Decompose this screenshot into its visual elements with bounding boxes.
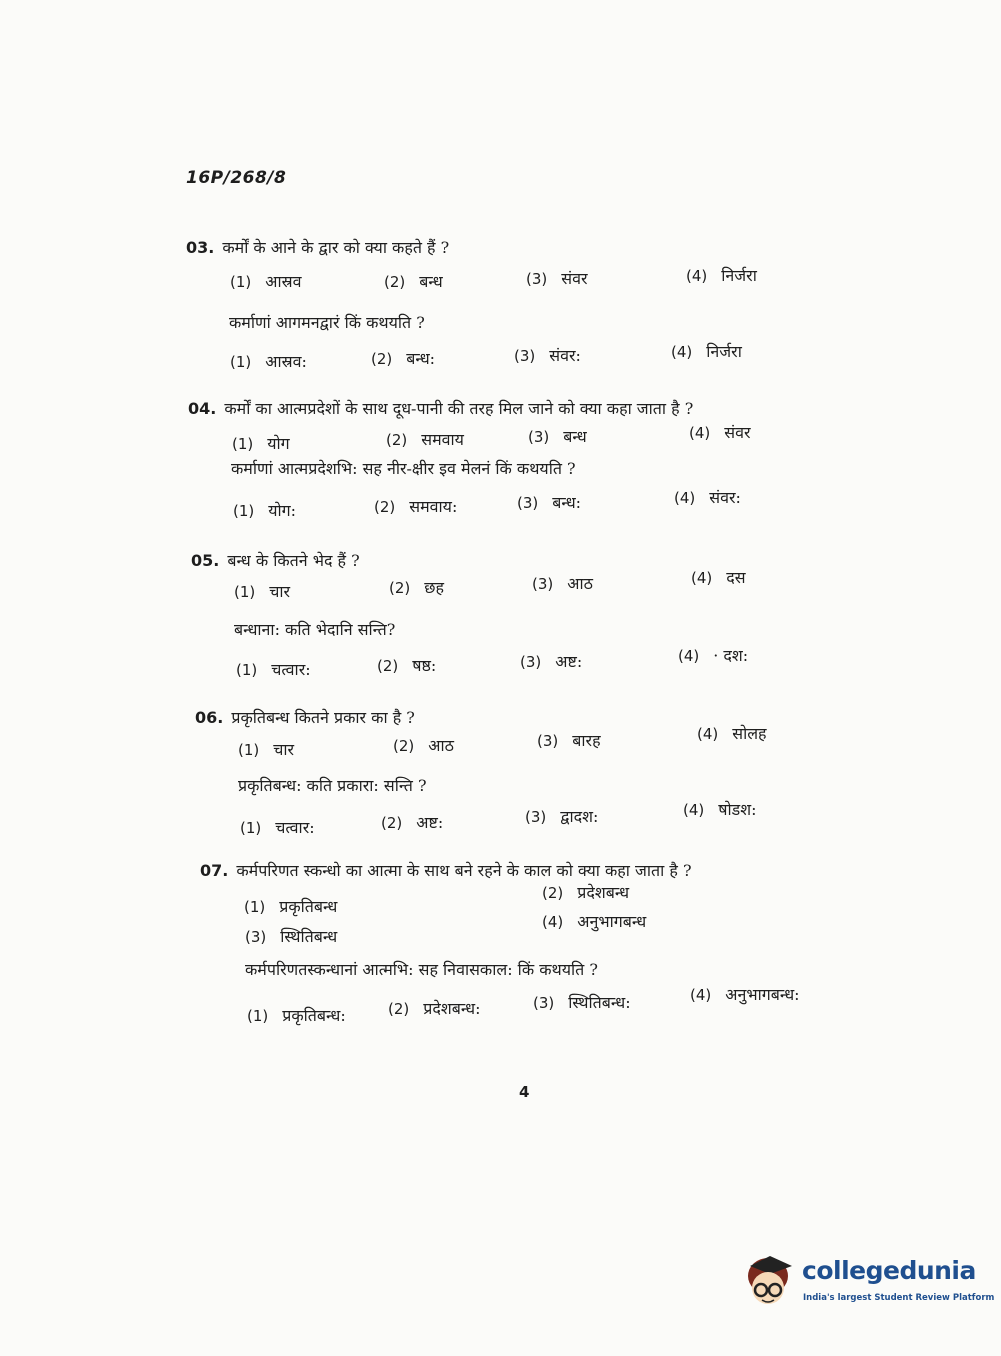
hindi-option-2: (2) बन्ध [384, 272, 443, 291]
question-number: 06. [195, 708, 224, 727]
hindi-option-1: (1) चार [238, 740, 295, 759]
hindi-option-2: (2) समवाय [386, 430, 464, 449]
page-number: 4 [519, 1083, 530, 1101]
hindi-option-1: (1) आस्रव [230, 272, 302, 291]
question-hindi-text: कर्मों का आत्मप्रदेशों के साथ दूध-पानी की तरह मिल जाने को क्या कहा जाता है ? [224, 399, 694, 418]
sanskrit-option-4: (4) अनुभागबन्ध: [690, 985, 800, 1004]
question-hindi-line [186, 236, 449, 258]
sanskrit-option-3: (3) संवर: [514, 346, 581, 365]
question-hindi-line [188, 397, 693, 419]
hindi-option-3: (3) स्थितिबन्ध [245, 927, 338, 946]
sanskrit-option-4: (4) षोडश: [683, 800, 757, 819]
question-number: 04. [188, 399, 217, 418]
sanskrit-option-4: (4) · दश: [678, 646, 749, 665]
sanskrit-option-2: (2) प्रदेशबन्ध: [388, 999, 481, 1018]
question-sanskrit-text: कर्माणां आत्मप्रदेशभि: सह नीर-क्षीर इव मेलनं किं कथयति ? [231, 459, 576, 478]
sanskrit-option-4: (4) निर्जरा [671, 342, 742, 361]
question-hindi-line [191, 549, 360, 571]
sanskrit-option-3: (3) अष्ट: [520, 652, 583, 671]
sanskrit-option-1: (1) प्रकृतिबन्ध: [247, 1006, 346, 1025]
hindi-option-1: (1) योग [232, 434, 290, 453]
mascot-icon [740, 1252, 802, 1316]
question-number: 03. [186, 238, 215, 257]
sanskrit-option-3: (3) स्थितिबन्ध: [533, 993, 631, 1012]
sanskrit-option-2: (2) बन्ध: [371, 349, 436, 368]
hindi-option-3: (3) बारह [537, 731, 601, 750]
sanskrit-option-3: (3) बन्ध: [517, 493, 582, 512]
hindi-option-4: (4) दस [691, 568, 746, 587]
question-number: 05. [191, 551, 220, 570]
hindi-option-3: (3) आठ [532, 574, 593, 593]
hindi-option-1: (1) प्रकृतिबन्ध [244, 897, 338, 916]
brand-name: collegedunia [802, 1256, 976, 1285]
question-hindi-text: बन्ध के कितने भेद हैं ? [227, 551, 360, 570]
hindi-option-3: (3) बन्ध [528, 427, 587, 446]
brand-tagline: India's largest Student Review Platform [803, 1293, 995, 1303]
question-sanskrit-text: बन्धाना: कति भेदानि सन्ति? [234, 620, 396, 639]
hindi-option-4: (4) सोलह [697, 724, 767, 743]
sanskrit-option-1: (1) चत्वार: [236, 660, 311, 679]
paper-code: 16P/268/8 [186, 168, 287, 188]
question-number: 07. [200, 861, 229, 880]
sanskrit-option-2: (2) षष्ठ: [377, 656, 437, 675]
sanskrit-option-1: (1) चत्वार: [240, 818, 315, 837]
sanskrit-option-4: (4) संवर: [674, 488, 741, 507]
hindi-option-2: (2) आठ [393, 736, 454, 755]
question-hindi-text: कर्मपरिणत स्कन्धो का आत्मा के साथ बने रहने के काल को क्या कहा जाता है ? [236, 861, 692, 880]
question-hindi-line [200, 859, 692, 881]
hindi-option-2: (2) छह [389, 578, 444, 597]
sanskrit-option-3: (3) द्वादश: [525, 807, 599, 826]
hindi-option-3: (3) संवर [526, 269, 588, 288]
question-hindi-text: प्रकृतिबन्ध कितने प्रकार का है ? [231, 708, 415, 727]
sanskrit-option-1: (1) आस्रव: [230, 352, 307, 371]
hindi-option-1: (1) चार [234, 582, 291, 601]
sanskrit-option-2: (2) समवाय: [374, 497, 458, 516]
hindi-option-4: (4) निर्जरा [686, 266, 757, 285]
collegedunia-watermark [740, 1252, 995, 1316]
question-sanskrit-text: कर्माणां आगमनद्वारं किं कथयति ? [229, 313, 425, 332]
question-sanskrit-text: प्रकृतिबन्ध: कति प्रकारा: सन्ति ? [238, 776, 427, 795]
hindi-option-4: (4) अनुभागबन्ध [542, 912, 647, 931]
sanskrit-option-1: (1) योग: [233, 501, 297, 520]
hindi-option-2: (2) प्रदेशबन्ध [542, 883, 630, 902]
question-sanskrit-text: कर्मपरिणतस्कन्धानां आत्मभि: सह निवासकाल: किं कथयति ? [245, 960, 598, 979]
question-hindi-text: कर्मों के आने के द्वार को क्या कहते हैं ? [222, 238, 450, 257]
hindi-option-4: (4) संवर [689, 423, 751, 442]
question-hindi-line [195, 706, 415, 728]
sanskrit-option-2: (2) अष्ट: [381, 813, 444, 832]
